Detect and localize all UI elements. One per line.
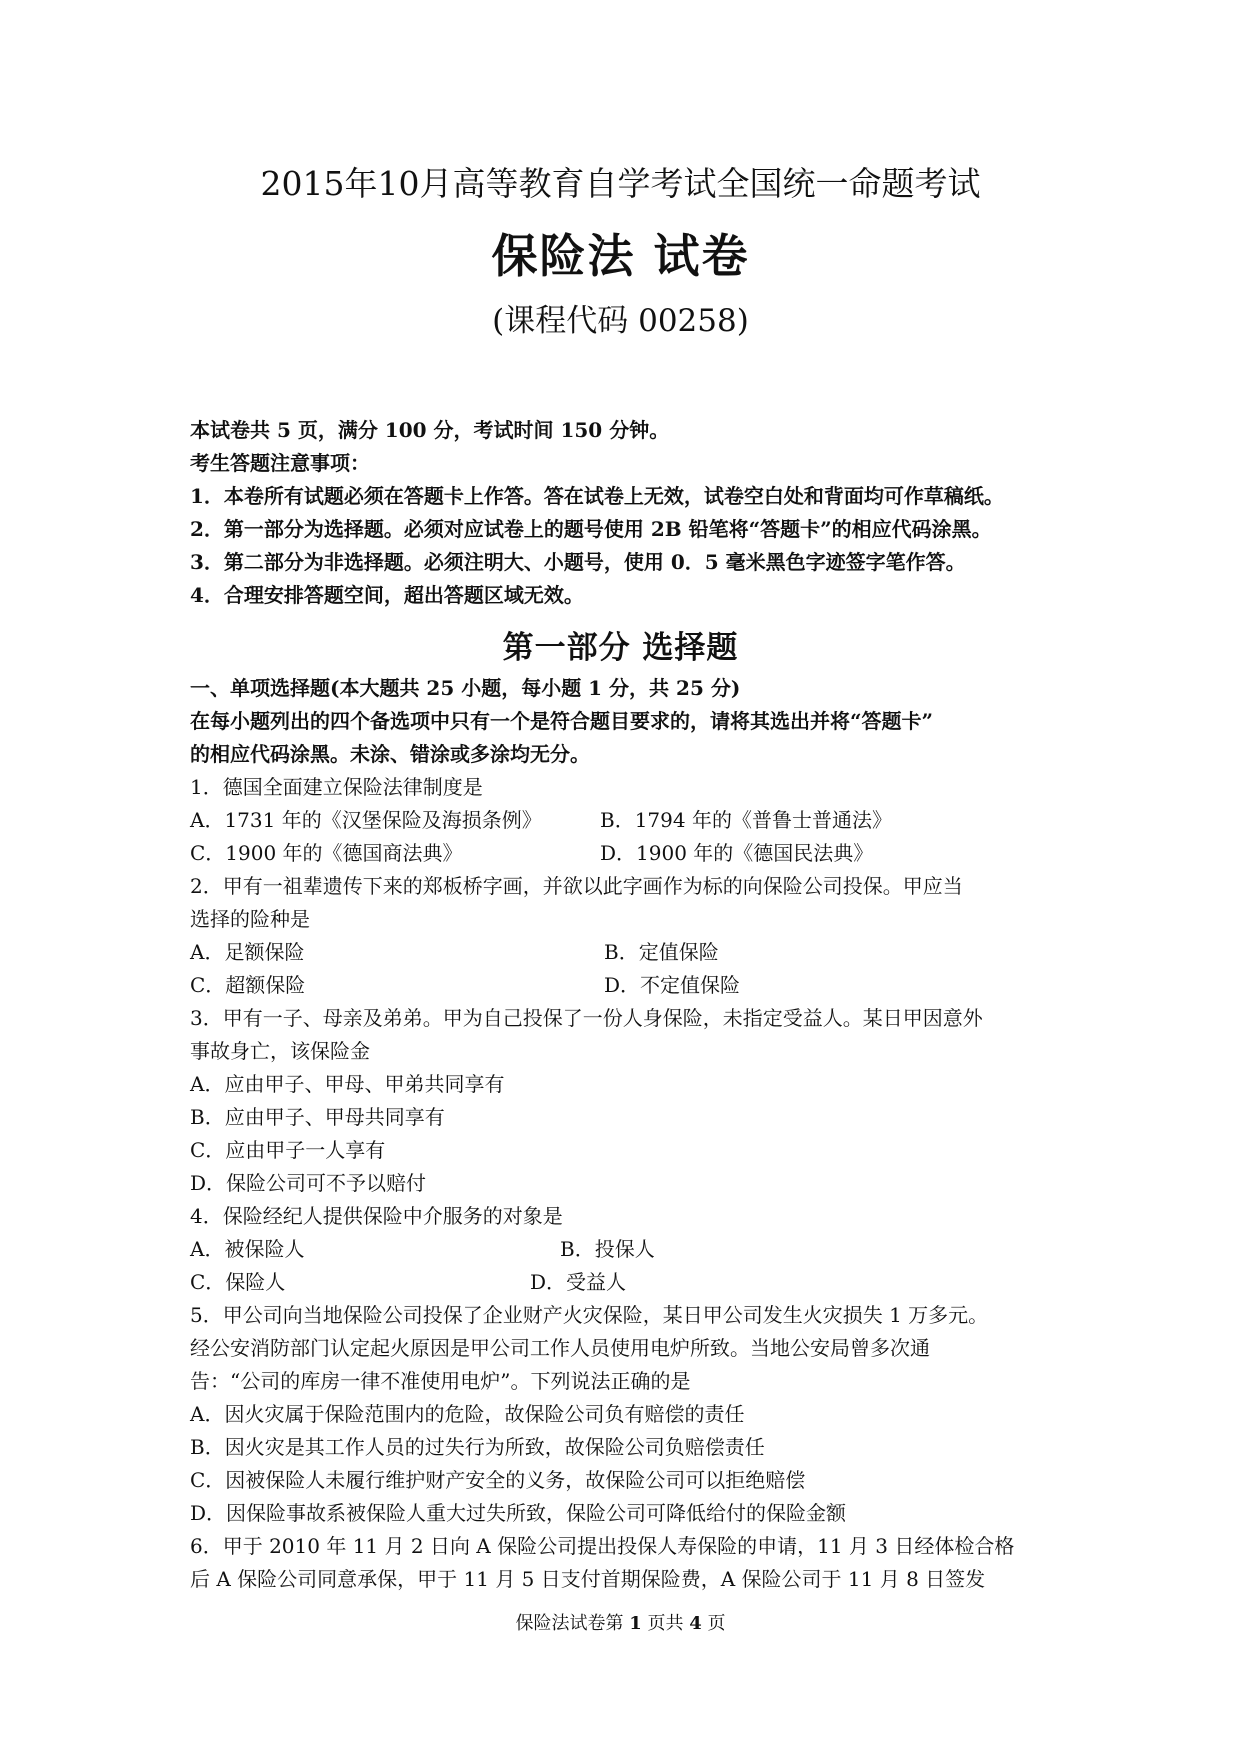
- option-a: A．1731 年的《汉堡保险及海损条例》: [190, 808, 542, 832]
- notice-item: 4．合理安排答题空间，超出答题区域无效。: [190, 583, 584, 607]
- option-d: D．1900 年的《德国民法典》: [600, 841, 874, 865]
- notice-summary: 本试卷共 5 页，满分 100 分，考试时间 150 分钟。: [190, 418, 670, 442]
- question-2-options-row: [190, 936, 1070, 969]
- notice-item: 1．本卷所有试题必须在答题卡上作答。答在试卷上无效，试卷空白处和背面均可作草稿纸。: [190, 484, 1004, 508]
- option-b: B．应由甲子、甲母共同享有: [190, 1105, 445, 1129]
- question-2-stem: 选择的险种是: [190, 907, 310, 931]
- footer-middle: 页共: [647, 1613, 684, 1634]
- question-5-stem: 经公安消防部门认定起火原因是甲公司工作人员使用电炉所致。当地公安局曾多次通: [190, 1336, 930, 1360]
- question-5-stem: 5．甲公司向当地保险公司投保了企业财产火灾保险，某日甲公司发生火灾损失 1 万多元。: [190, 1303, 989, 1327]
- question-6-stem: 6．甲于 2010 年 11 月 2 日向 A 保险公司提出投保人寿保险的申请，11 月 3 日经体检合格: [190, 1534, 1015, 1558]
- instruction-line: 在每小题列出的四个备选项中只有一个是符合题目要求的，请将其选出并将“答题卡”: [190, 709, 934, 733]
- question-1-options-row: [190, 804, 1070, 837]
- page-footer: [0, 1609, 1241, 1635]
- exam-title: 2015年10月高等教育自学考试全国统一命题考试: [260, 164, 981, 203]
- option-b: B．因火灾是其工作人员的过失行为所致，故保险公司负赔偿责任: [190, 1435, 765, 1459]
- instruction-line: 的相应代码涂黑。未涂、错涂或多涂均无分。: [190, 742, 590, 766]
- notice-block: [190, 414, 1070, 612]
- notice-item: 3．第二部分为非选择题。必须注明大、小题号，使用 0．5 毫米黑色字迹签字笔作答。: [190, 550, 966, 574]
- option-b: B．投保人: [560, 1237, 655, 1261]
- footer-page-number: 1: [629, 1613, 642, 1634]
- option-b: B．1794 年的《普鲁士普通法》: [600, 808, 892, 832]
- footer-total-pages: 4: [689, 1613, 702, 1634]
- question-4-options-row: [190, 1233, 1070, 1266]
- notice-item: 2．第一部分为选择题。必须对应试卷上的题号使用 2B 铅笔将“答题卡”的相应代码涂黑。: [190, 517, 992, 541]
- option-c: C．保险人: [190, 1270, 286, 1294]
- option-c: C．超额保险: [190, 973, 306, 997]
- option-c: C．因被保险人未履行维护财产安全的义务，故保险公司可以拒绝赔偿: [190, 1468, 806, 1492]
- questions-block: [190, 672, 1070, 1596]
- option-a: A．被保险人: [190, 1237, 305, 1261]
- question-4-options-row: [190, 1266, 1070, 1299]
- footer-prefix: 保险法试卷第: [515, 1613, 624, 1634]
- notice-heading: 考生答题注意事项：: [190, 451, 370, 475]
- option-a: A．因火灾属于保险范围内的危险，故保险公司负有赔偿的责任: [190, 1402, 745, 1426]
- option-c: C．1900 年的《德国商法典》: [190, 841, 463, 865]
- question-2-stem: 2．甲有一祖辈遗传下来的郑板桥字画，并欲以此字画作为标的向保险公司投保。甲应当: [190, 874, 963, 898]
- option-d: D．保险公司可不予以赔付: [190, 1171, 427, 1195]
- option-d: D．不定值保险: [604, 973, 741, 997]
- question-1-options-row: [190, 837, 1070, 870]
- footer-suffix: 页: [707, 1613, 726, 1634]
- option-a: A．应由甲子、甲母、甲弟共同享有: [190, 1072, 505, 1096]
- option-d: D．因保险事故系被保险人重大过失所致，保险公司可降低给付的保险金额: [190, 1501, 847, 1525]
- option-d: D．受益人: [530, 1270, 627, 1294]
- question-3-stem: 事故身亡，该保险金: [190, 1039, 370, 1063]
- section-title: 第一部分 选择题: [502, 630, 739, 666]
- question-1-stem: 1．德国全面建立保险法律制度是: [190, 775, 483, 799]
- option-c: C．应由甲子一人享有: [190, 1138, 386, 1162]
- question-5-stem: 告：“公司的库房一律不准使用电炉”。下列说法正确的是: [190, 1369, 691, 1393]
- subject-title: 保险法 试卷: [491, 229, 750, 283]
- option-a: A．足额保险: [190, 940, 305, 964]
- course-code: (课程代码 00258): [492, 303, 749, 339]
- question-2-options-row: [190, 969, 1070, 1002]
- question-3-stem: 3．甲有一子、母亲及弟弟。甲为自己投保了一份人身保险，未指定受益人。某日甲因意外: [190, 1006, 983, 1030]
- question-4-stem: 4．保险经纪人提供保险中介服务的对象是: [190, 1204, 563, 1228]
- option-b: B．定值保险: [604, 940, 719, 964]
- part-heading: 一、单项选择题(本大题共 25 小题，每小题 1 分，共 25 分): [190, 676, 741, 700]
- question-6-stem: 后 A 保险公司同意承保，甲于 11 月 5 日支付首期保险费，A 保险公司于 11 月 8 日签发: [190, 1567, 986, 1591]
